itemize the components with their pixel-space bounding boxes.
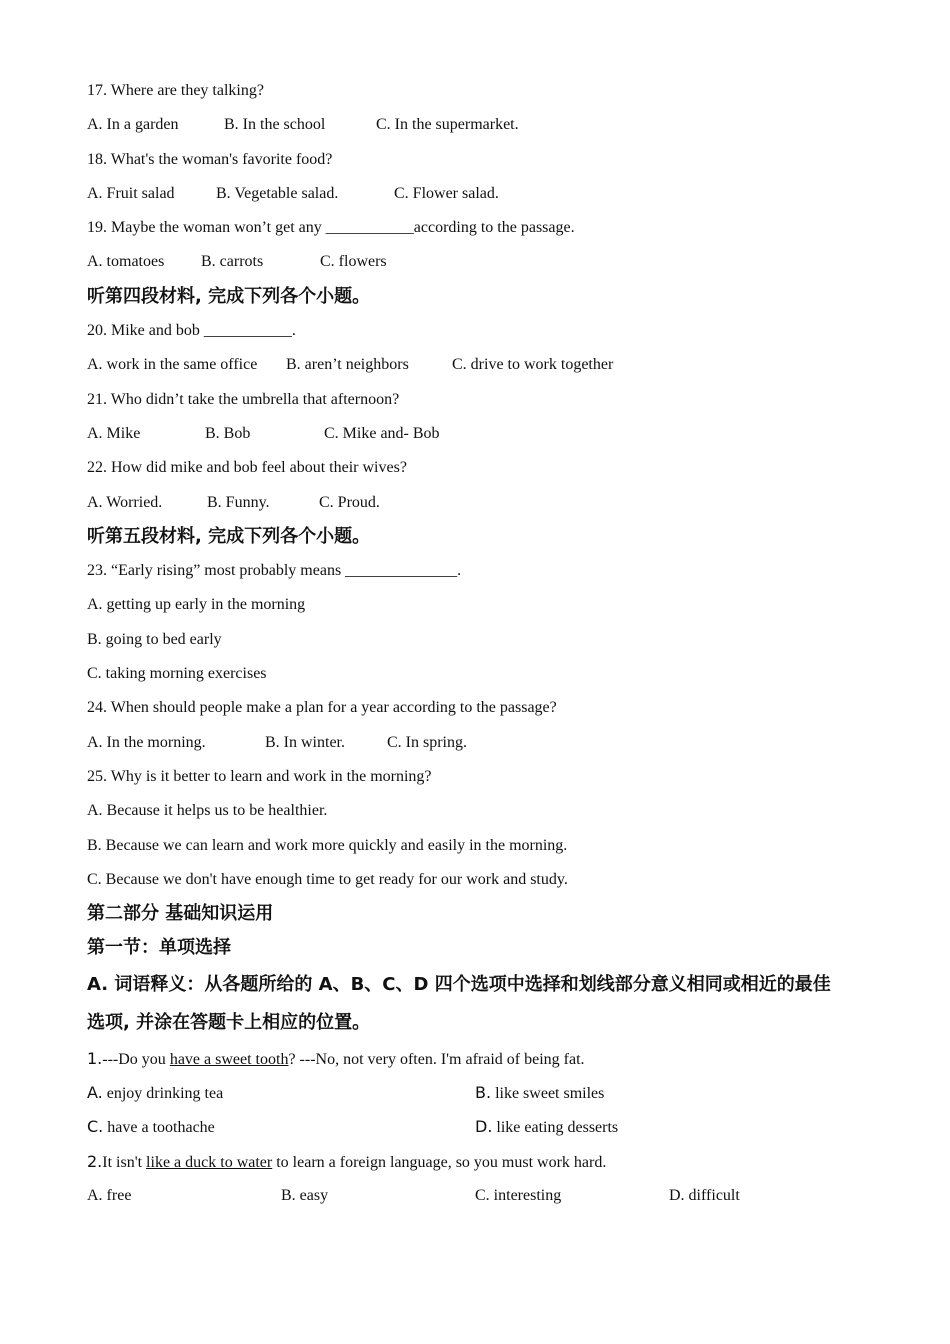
option-letter: D.: [475, 1117, 493, 1137]
question-line: 17. Where are they talking?: [87, 82, 264, 99]
section-heading: 听第五段材料, 完成下列各个小题。: [87, 525, 371, 547]
section-heading: 第一节：单项选择: [87, 937, 231, 959]
question-line: 23. “Early rising” most probably means ______________.: [87, 562, 462, 580]
options-row: [87, 726, 877, 760]
option-a: A. Worried.: [87, 493, 163, 511]
exam-page: [87, 74, 877, 1213]
option-c: C. Mike and- Bob: [324, 424, 440, 442]
option-a: [87, 1076, 223, 1111]
option-a: A. In the morning.: [87, 733, 206, 751]
option-c: C. In spring.: [387, 733, 467, 751]
section-heading: 听第四段材料, 完成下列各个小题。: [87, 285, 371, 307]
option-text: like sweet smiles: [491, 1085, 605, 1103]
section-instruction-line-2: 选项, 并涂在答题卡上相应的位置。: [87, 1011, 371, 1033]
question-2: [87, 1145, 877, 1179]
option-text: have a toothache: [103, 1119, 215, 1137]
question-text-after: ? ---No, not very often. I'm afraid of being fat.: [288, 1050, 585, 1068]
option-a: A. tomatoes: [87, 253, 165, 271]
option-text: enjoy drinking tea: [102, 1085, 224, 1103]
question-line: C. taking morning exercises: [87, 665, 267, 683]
option-b: B. In winter.: [265, 733, 345, 751]
option-b: B. Bob: [205, 424, 251, 442]
underlined-phrase: like a duck to water: [146, 1153, 273, 1171]
question-line: C. Because we don't have enough time to get ready for our work and study.: [87, 870, 568, 888]
option-a: A. Mike: [87, 424, 141, 442]
question-number: 1.: [87, 1048, 103, 1068]
question-line: 21. Who didn’t take the umbrella that afternoon?: [87, 390, 400, 408]
options-row: [87, 348, 877, 382]
option-b: B. Funny.: [207, 493, 270, 511]
option-b: B. aren’t neighbors: [286, 356, 409, 374]
question-1-options-row-2: [87, 1110, 877, 1144]
question-line: B. Because we can learn and work more quickly and easily in the morning.: [87, 836, 568, 854]
question-line: 20. Mike and bob ___________.: [87, 322, 296, 340]
option-b: B. Vegetable salad.: [216, 184, 339, 202]
question-line: 25. Why is it better to learn and work in the morning?: [87, 767, 432, 785]
question-line: 22. How did mike and bob feel about their wives?: [87, 459, 407, 477]
option-b: B. carrots: [201, 253, 264, 271]
question-line: A. getting up early in the morning: [87, 596, 306, 614]
question-line: B. going to bed early: [87, 630, 222, 648]
question-text-before: It isn't: [102, 1153, 147, 1171]
option-c: C. Flower salad.: [394, 184, 499, 202]
question-1-options-row-1: [87, 1076, 877, 1110]
question-2-options: [87, 1179, 877, 1213]
option-c: C. drive to work together: [452, 356, 614, 374]
underlined-phrase: have a sweet tooth: [169, 1050, 289, 1068]
option-a: A. free: [87, 1186, 132, 1204]
option-d: D. difficult: [669, 1186, 740, 1204]
question-line: 19. Maybe the woman won’t get any ___________according to the passage.: [87, 219, 575, 237]
section-instruction-line-1: A. 词语释义：从各题所给的 A、B、C、D 四个选项中选择和划线部分意义相同或相近的最佳: [87, 973, 831, 995]
question-line: A. Because it helps us to be healthier.: [87, 802, 328, 820]
option-b: B. In the school: [224, 116, 326, 134]
options-row: [87, 108, 877, 142]
option-b: [475, 1076, 604, 1111]
question-number: 2.: [87, 1151, 103, 1171]
options-row: [87, 486, 877, 520]
option-a: A. work in the same office: [87, 356, 258, 374]
option-letter: B.: [475, 1083, 492, 1103]
option-a: A. In a garden: [87, 116, 179, 134]
options-row: [87, 245, 877, 279]
question-line: 24. When should people make a plan for a year according to the passage?: [87, 699, 557, 717]
question-1: [87, 1042, 877, 1076]
option-d: [475, 1110, 618, 1145]
option-letter: A.: [87, 1083, 103, 1103]
question-line: 18. What's the woman's favorite food?: [87, 150, 333, 168]
option-text: like eating desserts: [492, 1119, 619, 1137]
section-heading: 第二部分 基础知识运用: [87, 903, 274, 925]
option-letter: C.: [87, 1117, 104, 1137]
option-c: C. flowers: [320, 253, 387, 271]
option-c: C. Proud.: [319, 493, 380, 511]
option-b: B. easy: [281, 1186, 329, 1204]
options-row: [87, 177, 877, 211]
question-text-before: ---Do you: [102, 1050, 170, 1068]
option-a: A. Fruit salad: [87, 184, 175, 202]
options-row: [87, 417, 877, 451]
option-c: C. interesting: [475, 1186, 562, 1204]
question-text-after: to learn a foreign language, so you must work hard.: [272, 1153, 607, 1171]
question-lines: [87, 74, 877, 966]
option-c: [87, 1110, 215, 1145]
option-c: C. In the supermarket.: [376, 116, 519, 134]
